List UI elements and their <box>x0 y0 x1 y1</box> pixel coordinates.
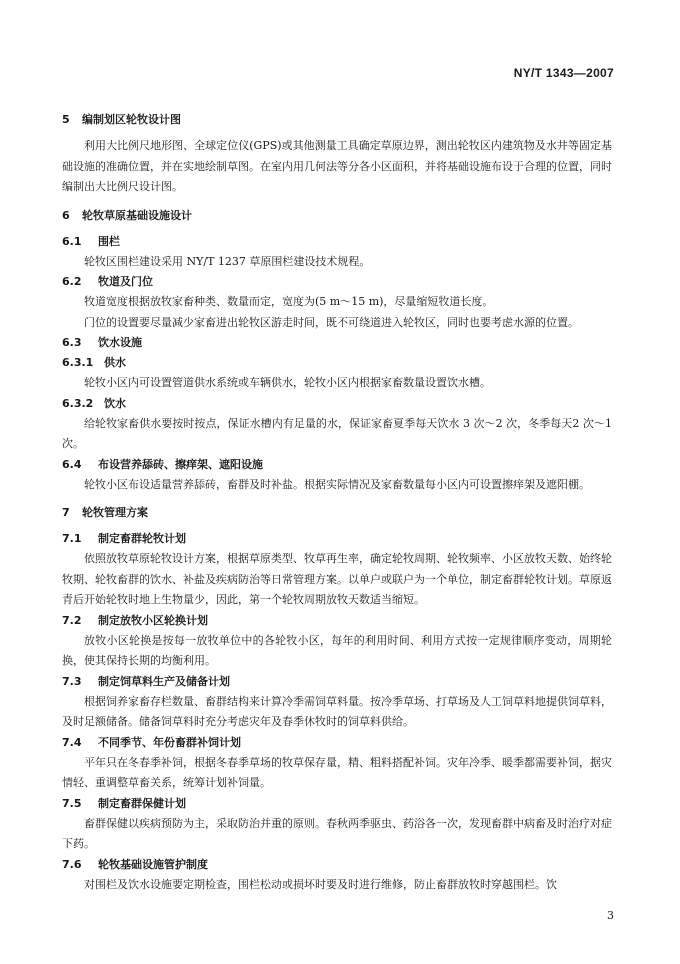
section-7-6-paragraph: 对围栏及饮水设施要定期检查，围栏松动或损坏时要及时进行维修，防止畜群放牧时穿越围栏。饮 <box>84 877 557 891</box>
page-number: 3 <box>607 909 614 922</box>
section-6-3-2-paragraph: 给轮牧家畜供水要按时按点，保证水槽内有足量的水，保证家畜夏季每天饮水 3 次～2 次，冬季每天2 次～1 次。 <box>62 416 612 450</box>
section-6-4-heading: 6.4 布设营养舔砖、擦痒架、遮阳设施 <box>62 457 263 471</box>
document-body <box>62 110 612 895</box>
section-6-4-paragraph: 轮牧小区布设适量营养舔砖，畜群及时补盐。根据实际情况及家畜数量每小区内可设置擦痒架及遮阳棚。 <box>84 477 590 491</box>
section-5-paragraph: 利用大比例尺地形图、全球定位仪(GPS)或其他测量工具确定草原边界，测出轮牧区内建筑物及水井等固定基础设施的准确位置，并在实地绘制草图。在室内用几何法等分各小区面积，并将基础设施布设于合理的位置，同时编制出大比例尺设计图。 <box>62 139 612 193</box>
section-7-2-heading: 7.2 制定放牧小区轮换计划 <box>62 613 208 627</box>
section-7-4-paragraph: 平年只在冬春季补饲，根据冬春季草场的牧草保存量，精、粗料搭配补饲。灾年冷季、暖季都需要补饲，据灾情轻、重调整草畜关系，统筹计划补饲量。 <box>62 755 612 789</box>
section-6-3-heading: 6.3 饮水设施 <box>62 336 142 349</box>
section-7-3-paragraph: 根据饲养家畜存栏数量、畜群结构来计算冷季需饲草料量。按冷季草场、打草场及人工饲草料地提供饲草料，及时足额储备。储备饲草料时充分考虑灾年及春季休牧时的饲草料供给。 <box>62 694 612 728</box>
section-6-1-paragraph: 轮牧区围栏建设采用 NY/T 1237 草原围栏建设技术规程。 <box>84 254 371 268</box>
section-5-heading: 5 编制划区轮牧设计图 <box>62 113 181 126</box>
section-7-3-heading: 7.3 制定饲草料生产及储备计划 <box>62 674 230 688</box>
standard-code: NY/T 1343—2007 <box>513 66 614 80</box>
section-7-4-heading: 7.4 不同季节、年份畜群补饲计划 <box>62 735 241 749</box>
section-7-5-paragraph: 畜群保健以疾病预防为主，采取防治并重的原则。春秋两季驱虫、药浴各一次，发现畜群中病畜及时治疗对症下药。 <box>62 816 612 850</box>
section-7-5-heading: 7.5 制定畜群保健计划 <box>62 796 186 810</box>
section-6-heading: 6 轮牧草原基础设施设计 <box>62 208 192 222</box>
section-6-2-paragraph-1: 牧道宽度根据放牧家畜种类、数量而定，宽度为(5 m～15 m)，尽量缩短牧道长度。 <box>84 295 494 308</box>
section-7-6-heading: 7.6 轮牧基础设施管护制度 <box>62 857 208 871</box>
section-7-2-paragraph: 放牧小区轮换是按每一放牧单位中的各轮牧小区，每年的利用时间、利用方式按一定规律顺序变动，周期轮换，使其保持长期的均衡利用。 <box>62 633 612 667</box>
section-6-1-heading: 6.1 围栏 <box>62 234 120 248</box>
section-7-heading: 7 轮牧管理方案 <box>62 506 148 519</box>
section-6-3-2-heading: 6.3.2 饮水 <box>62 396 126 410</box>
section-6-3-1-heading: 6.3.1 供水 <box>62 356 126 369</box>
section-6-2-paragraph-2: 门位的设置要尽量减少家畜进出轮牧区游走时间，既不可绕道进入轮牧区，同时也要考虑水源的位置。 <box>84 315 579 329</box>
section-7-1-heading: 7.1 制定畜群轮牧计划 <box>62 532 186 545</box>
section-7-1-paragraph: 依照放牧草原轮牧设计方案，根据草原类型、牧草再生率，确定轮牧周期、轮牧频率、小区放牧天数、始终轮牧期、轮牧畜群的饮水、补盐及疾病防治等日常管理方案。以单户或联户为一个单位，制定畜群轮牧计划。草原返青后开始轮牧时地上生物量少，因此，第一个轮牧周期放牧天数适当缩短。 <box>62 552 612 606</box>
section-6-3-1-paragraph: 轮牧小区内可设置管道供水系统或车辆供水，轮牧小区内根据家畜数量设置饮水槽。 <box>84 376 491 389</box>
section-6-2-heading: 6.2 牧道及门位 <box>62 275 153 288</box>
